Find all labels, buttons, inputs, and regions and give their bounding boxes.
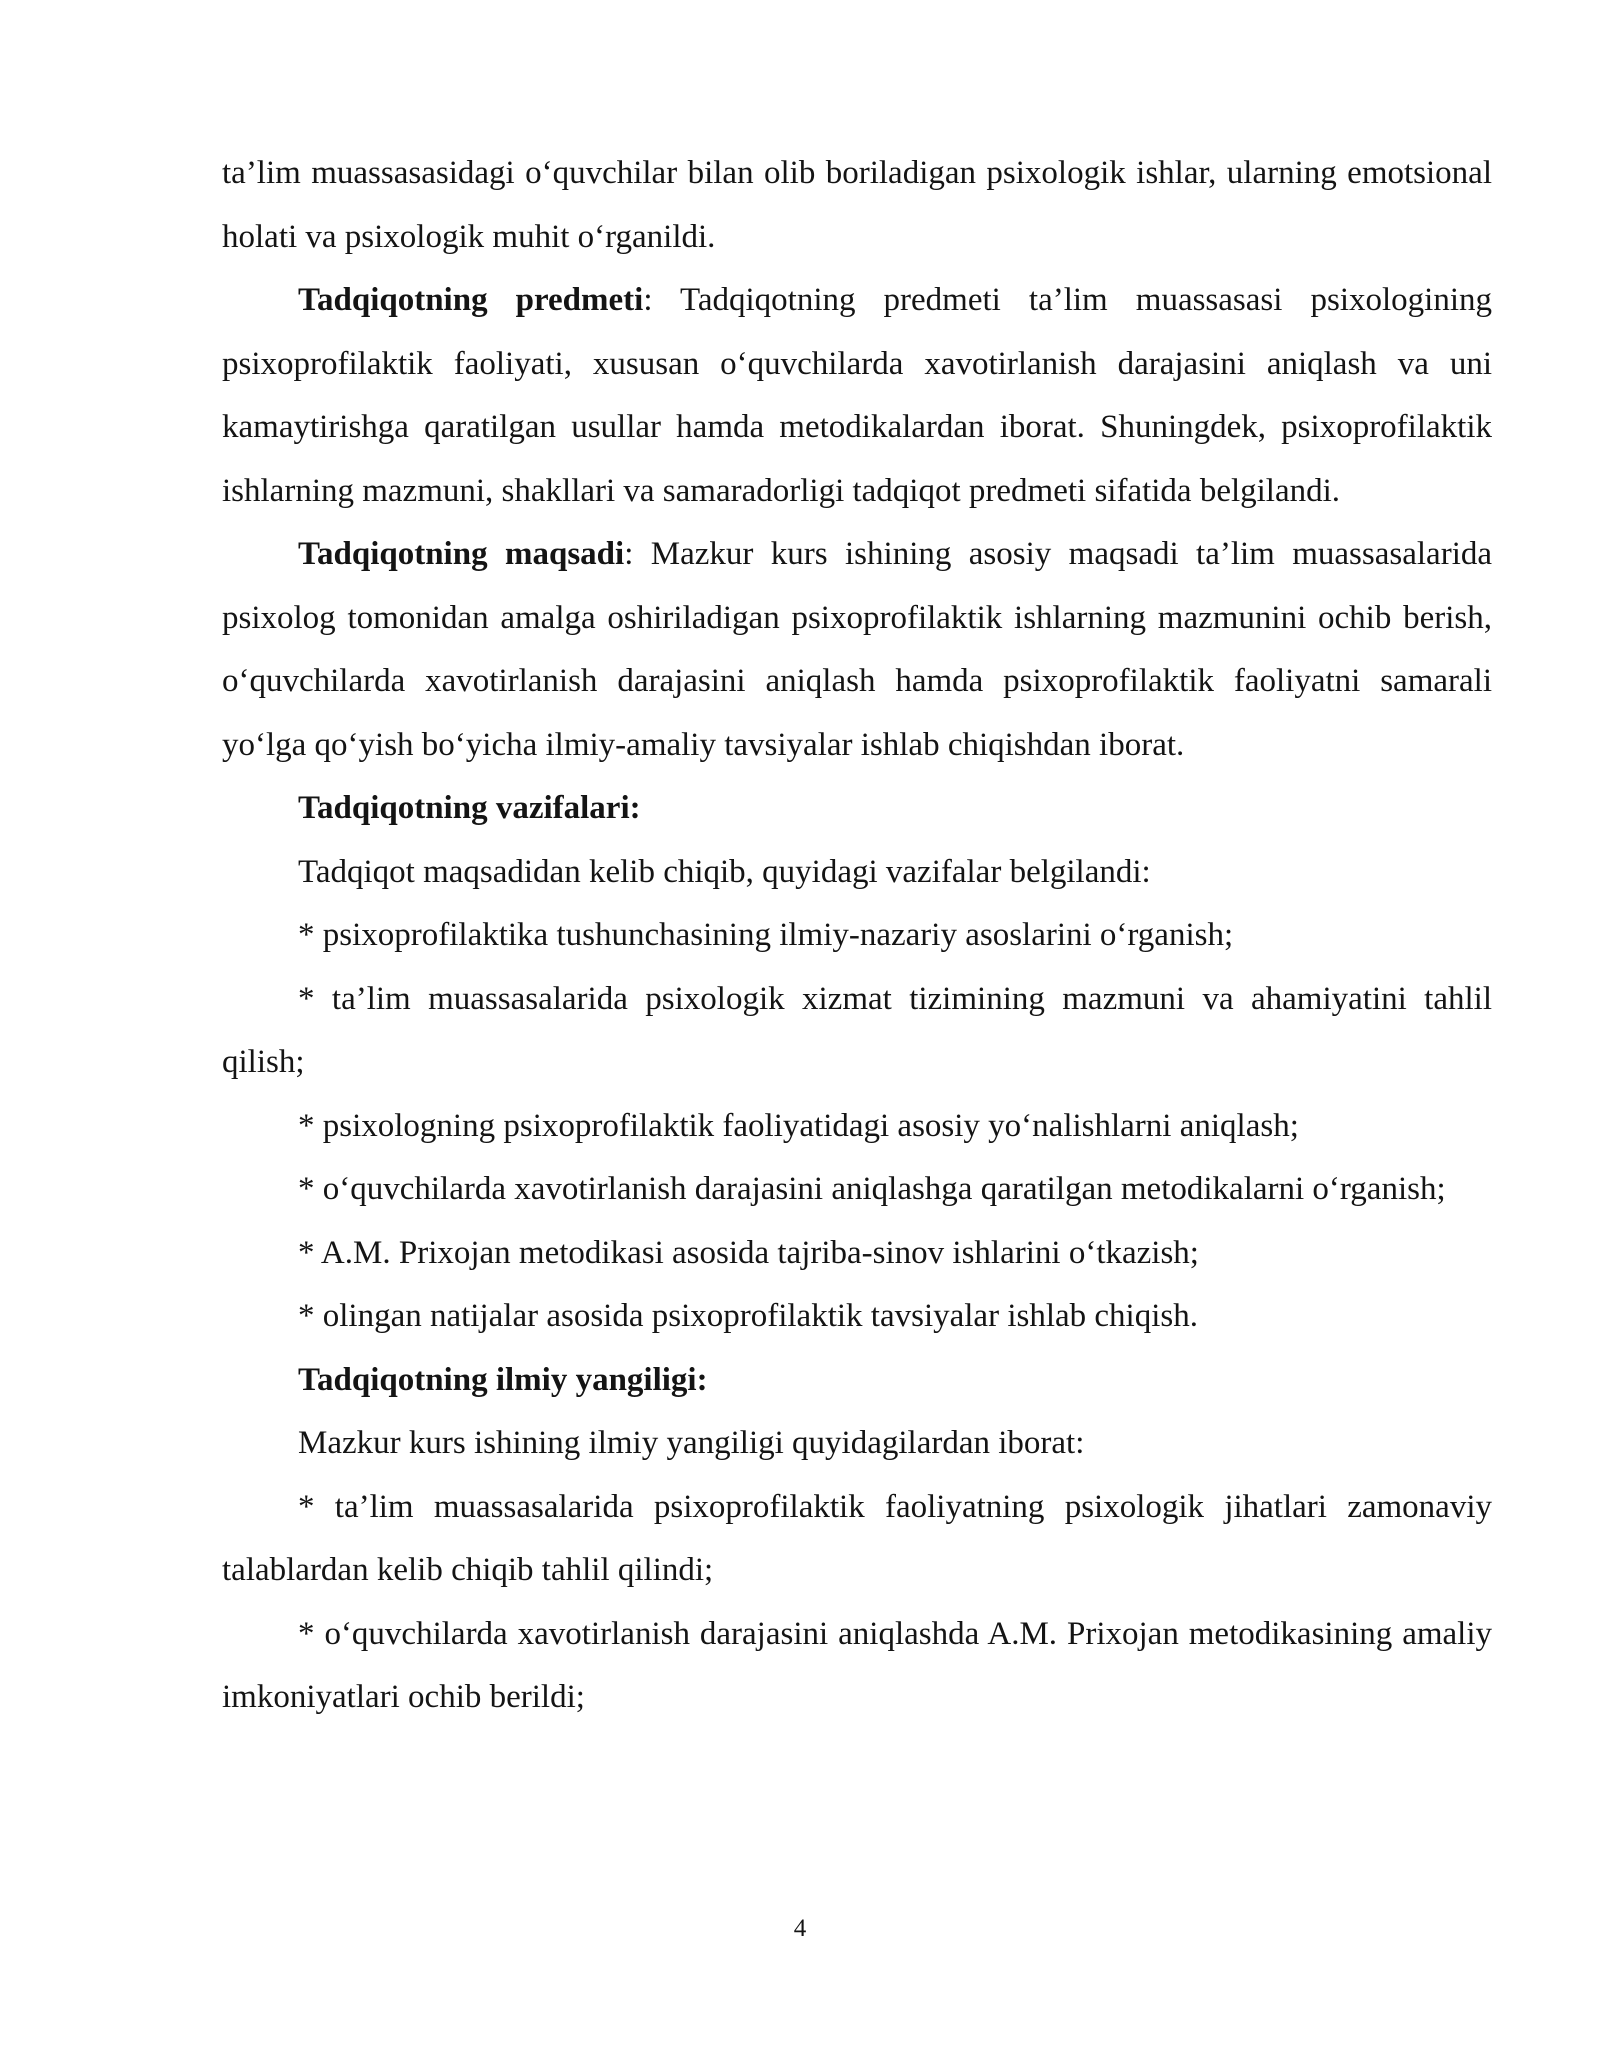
paragraph-research-subject: Tadqiqotning predmeti: Tadqiqotning predmeti ta’lim muassasasi psixologining psixoprofilaktik faoliyati, xususan o‘quvchilarda xavotirlanish darajasini aniqlash va uni kamaytirishga qaratilgan usullar hamda metodikalardan iborat. Shuningdek, psixoprofilaktik ishlarning mazmuni, shakllari va samaradorligi tadqiqot predmeti sifatida belgilandi.: [222, 282, 1492, 509]
task-item: * ta’lim muassasalarida psixologik xizmat tizimining mazmuni va ahamiyatini tahlil qilish;: [222, 980, 1492, 1080]
task-item: * psixoprofilaktika tushunchasining ilmiy-nazariy asoslarini o‘rganish;: [298, 917, 1234, 953]
novelty-item: * ta’lim muassasalarida psixoprofilaktik faoliyatning psixologik jihatlari zamonaviy talablardan kelib chiqib tahlil qilindi;: [222, 1488, 1492, 1588]
tasks-intro: Tadqiqot maqsadidan kelib chiqib, quyidagi vazifalar belgilandi:: [298, 853, 1151, 890]
novelty-item: * o‘quvchilarda xavotirlanish darajasini aniqlashda A.M. Prixojan metodikasining amaliy imkoniyatlari ochib berildi;: [222, 1615, 1492, 1715]
paragraph-research-goal: Tadqiqotning maqsadi: Mazkur kurs ishining asosiy maqsadi ta’lim muassasalarida psixolog tomonidan amalga oshiriladigan psixoprofilaktik ishlarning mazmunini ochib berish, o‘quvchilarda xavotirlanish darajasini aniqlash hamda psixoprofilaktik faoliyatni samarali yo‘lga qo‘yish bo‘yicha ilmiy-amaliy tavsiyalar ishlab chiqishdan iborat.: [222, 536, 1493, 763]
task-item: * psixologning psixoprofilaktik faoliyatidagi asosiy yo‘nalishlarni aniqlash;: [298, 1107, 1299, 1144]
paragraph-object-continuation: ta’lim muassasasidagi o‘quvchilar bilan olib boriladigan psixologik ishlar, ularning emotsional holati va psixologik muhit o‘rganildi.: [222, 155, 1492, 255]
page-number: 4: [793, 1915, 807, 1942]
task-item: * olingan natijalar asosida psixoprofilaktik tavsiyalar ishlab chiqish.: [298, 1298, 1198, 1334]
novelty-intro: Mazkur kurs ishining ilmiy yangiligi quyidagilardan iborat:: [298, 1425, 1085, 1461]
research-tasks-heading: Tadqiqotning vazifalari:: [298, 790, 641, 826]
task-item: * A.M. Prixojan metodikasi asosida tajriba-sinov ishlarini o‘tkazish;: [298, 1234, 1199, 1271]
research-subject-heading: Tadqiqotning predmeti: [298, 282, 644, 318]
scientific-novelty-heading: Tadqiqotning ilmiy yangiligi:: [298, 1361, 708, 1398]
research-goal-heading: Tadqiqotning maqsadi: [298, 536, 625, 572]
task-item: * o‘quvchilarda xavotirlanish darajasini aniqlashga qaratilgan metodikalarni o‘rganish;: [298, 1171, 1446, 1207]
page-body: [222, 142, 1492, 1730]
